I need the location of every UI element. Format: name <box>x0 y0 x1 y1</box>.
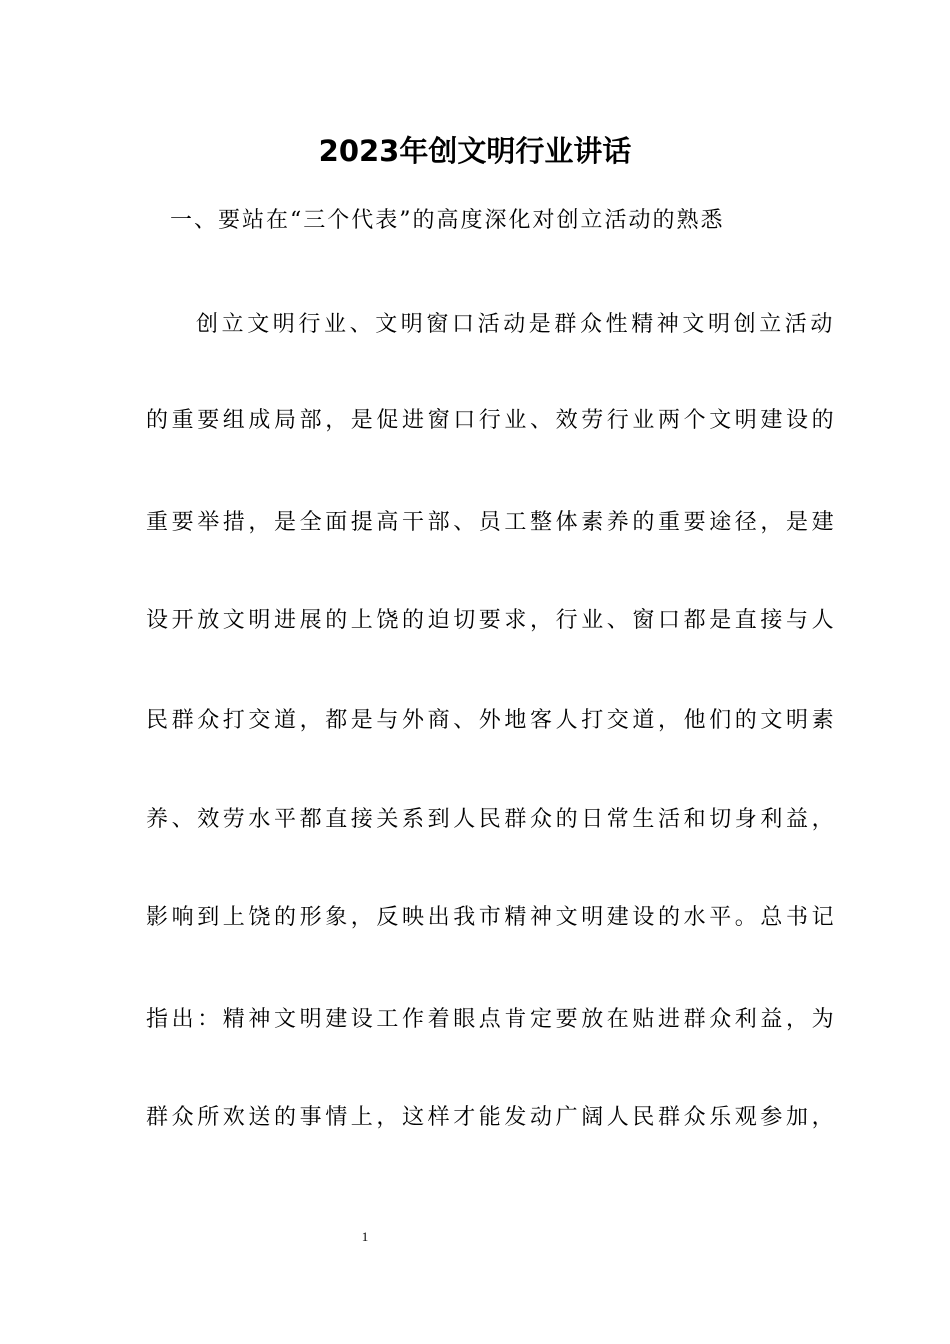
body-line: 的重要组成局部，是促进窗口行业、效劳行业两个文明建设的 <box>146 408 838 433</box>
body-line: 民群众打交道，都是与外商、外地客人打交道，他们的文明素 <box>146 708 838 733</box>
body-line: 群众所欢送的事情上，这样才能发动广阔人民群众乐观参加， <box>146 1105 838 1130</box>
body-line: 养、效劳水平都直接关系到人民群众的日常生活和切身利益， <box>146 807 838 832</box>
document-title: 2023年创文明行业讲话 <box>318 134 632 168</box>
section-heading: 一、要站在“三个代表”的高度深化对创立活动的熟悉 <box>170 208 725 233</box>
body-line: 设开放文明进展的上饶的迫切要求，行业、窗口都是直接与人 <box>146 608 838 633</box>
body-line: 重要举措，是全面提高干部、员工整体素养的重要途径，是建 <box>146 510 838 535</box>
body-line: 创立文明行业、文明窗口活动是群众性精神文明创立活动 <box>196 312 837 337</box>
page-number: 1 <box>361 1229 369 1244</box>
body-line: 影响到上饶的形象，反映出我市精神文明建设的水平。总书记 <box>146 905 838 930</box>
body-line: 指出：精神文明建设工作着眼点肯定要放在贴进群众利益，为 <box>146 1007 838 1032</box>
